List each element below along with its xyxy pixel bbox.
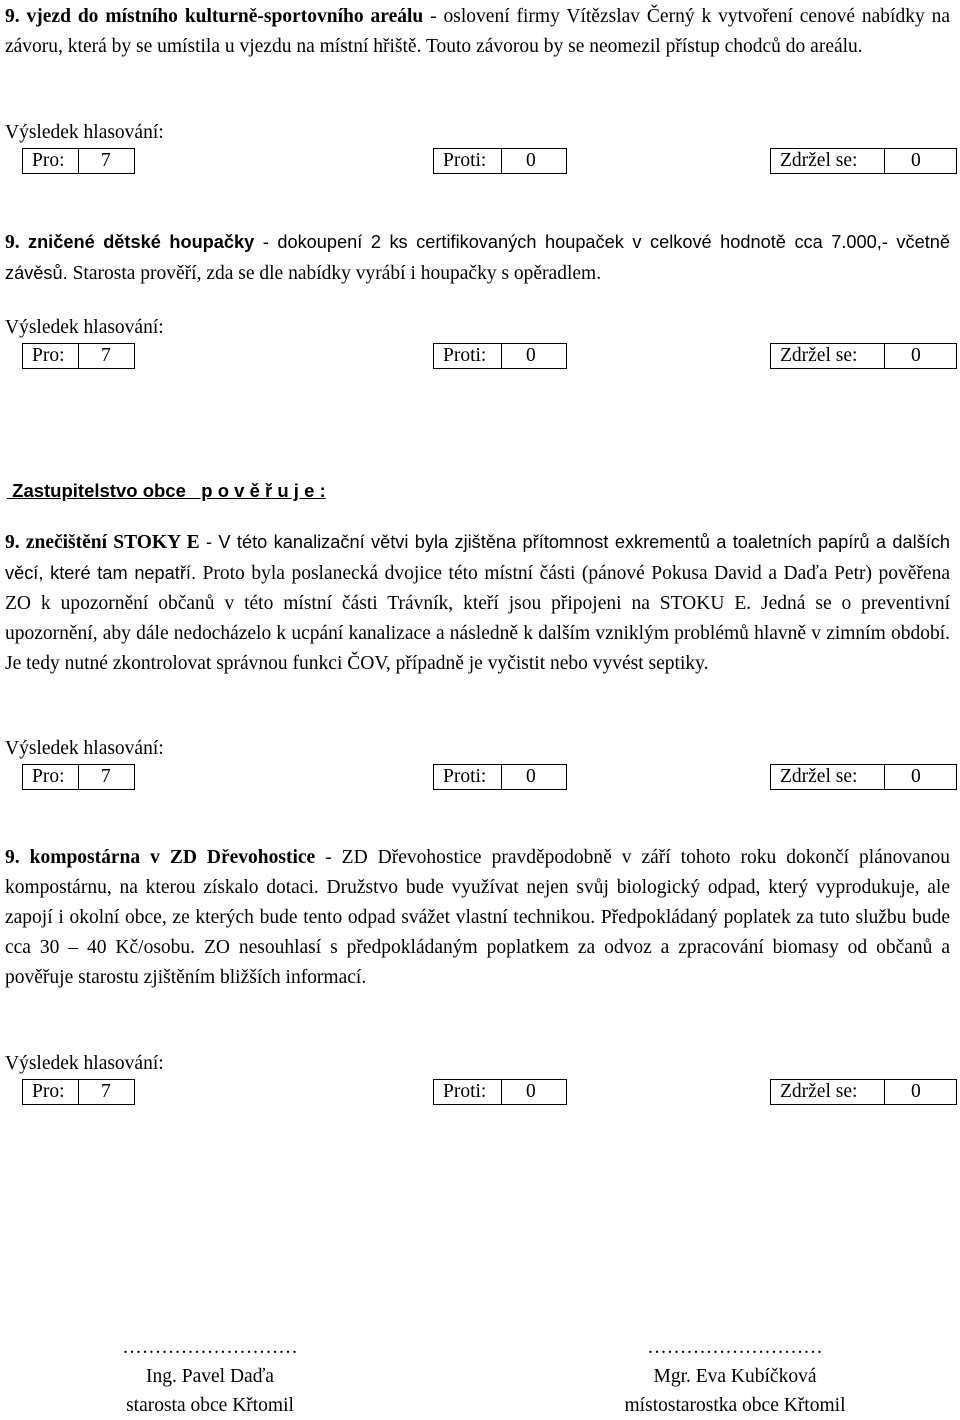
item-text: Starosta prověří, zda se dle nabídky vyrábí i houpačky s opěradlem. [67,263,602,284]
vote-result-label: Výsledek hlasování: [5,317,164,338]
item-number: 9. [5,232,20,253]
vote-pro-box [22,343,135,369]
item-number: 9. [5,847,20,868]
vote-zdrzel-value: 0 [911,150,921,171]
signature-left [60,1333,360,1420]
signature-line: ……………………… [647,1337,823,1358]
vote-proti-box [433,148,567,174]
signature-line: ……………………… [122,1337,298,1358]
vote-proti-label: Proti: [443,345,487,366]
vote-zdrzel-box [770,343,957,369]
agenda-item-compost [5,843,950,993]
agenda-item-sewer-e [5,527,950,679]
signer-name: Ing. Pavel Daďa [146,1366,274,1387]
item-title: kompostárna v ZD Dřevohostice [29,847,316,868]
vote-proti-box [433,1079,567,1105]
item-text: - oslovení firmy Vítězslav Černý k vytvoření cenové nabídky na závoru, která by se umístila u vjezdu na místní hřiště. Touto závorou by se neomezil přístup chodců do areálu. [5,6,950,57]
vote-zdrzel-box [770,148,957,174]
vote-pro-label: Pro: [32,1081,65,1102]
vote-zdrzel-value: 0 [911,345,921,366]
vote-proti-label: Proti: [443,1081,487,1102]
vote-zdrzel-label: Zdržel se: [780,766,858,787]
vote-proti-box [433,343,567,369]
vote-proti-box [433,764,567,790]
signer-role: starosta obce Křtomil [126,1395,294,1416]
item-text-sans: - V této kanalizační větvi byla zjištěna přítomnost exkrementů a toaletních papírů a dalších věcí, které tam nepatří. [5,532,950,583]
section-heading: Zastupitelstvo obce p o v ě ř u j e : [7,480,326,501]
vote-zdrzel-label: Zdržel se: [780,1081,858,1102]
vote-zdrzel-value: 0 [911,1081,921,1102]
vote-pro-label: Pro: [32,345,65,366]
item-text: - ZD Dřevohostice pravděpodobně v září tohoto roku dokončí plánovanou kompostárnu, na kterou získalo dotaci. Družstvo bude využívat nejen svůj biologický odpad, který vyprodukuje, ale zapojí i okolní obce, ze kterých bude tento odpad svážet vlastní technikou. Předpokládaný poplatek za tuto službu bude cca 30 – 40 Kč/osobu. ZO nesouhlasí s předpokládaným poplatkem za odvoz a zpracování biomasy od občanů a pověřuje starostu zjištěním bližších informací. [5,847,951,988]
agenda-item-entrance-gate [5,2,950,62]
item-title: vjezd do místního kulturně-sportovního areálu [26,6,424,27]
vote-zdrzel-label: Zdržel se: [780,150,858,171]
vote-zdrzel-value: 0 [911,766,921,787]
vote-pro-label: Pro: [32,766,65,787]
item-text: Proto byla poslanecká dvojice této místní části (pánové Pokusa David a Daďa Petr) pověřena ZO k upozornění občanů v této místní části Trávník, kteří jsou připojeni na STOKU E. Jedná se o preventivní upozornění, aby dále nedocházelo k ucpání kanalizace a následně k dalším vzniklým problémů hlavně v zimním období. Je tedy nutné zkontrolovat správnou funkci ČOV, případně je vyčistit nebo vyvést septiky. [5,563,950,674]
vote-proti-value: 0 [526,150,536,171]
vote-pro-value: 7 [101,345,111,366]
vote-zdrzel-box [770,764,957,790]
vote-proti-label: Proti: [443,766,487,787]
vote-proti-value: 0 [526,345,536,366]
item-number: 9. [5,6,20,27]
vote-proti-value: 0 [526,1081,536,1102]
signer-name: Mgr. Eva Kubíčková [653,1366,817,1387]
vote-pro-value: 7 [101,150,111,171]
vote-zdrzel-box [770,1079,957,1105]
vote-pro-value: 7 [101,766,111,787]
vote-result-label: Výsledek hlasování: [5,1053,164,1074]
item-text-sans: - dokoupení 2 ks certifikovaných houpaček v celkové hodnotě cca 7.000,- včetně závěsů. [5,232,950,283]
vote-zdrzel-label: Zdržel se: [780,345,858,366]
vote-proti-value: 0 [526,766,536,787]
vote-pro-label: Pro: [32,150,65,171]
vote-pro-box [22,148,135,174]
vote-pro-value: 7 [101,1081,111,1102]
vote-pro-box [22,764,135,790]
item-number: 9. [5,532,20,553]
vote-pro-box [22,1079,135,1105]
signer-role: místostarostka obce Křtomil [624,1395,846,1416]
vote-result-label: Výsledek hlasování: [5,738,164,759]
agenda-item-swings [5,227,950,289]
item-title: znečištění STOKY E [25,532,200,553]
vote-result-label: Výsledek hlasování: [5,122,164,143]
item-title: zničené dětské houpačky [27,232,255,252]
signature-right [580,1333,890,1420]
vote-proti-label: Proti: [443,150,487,171]
